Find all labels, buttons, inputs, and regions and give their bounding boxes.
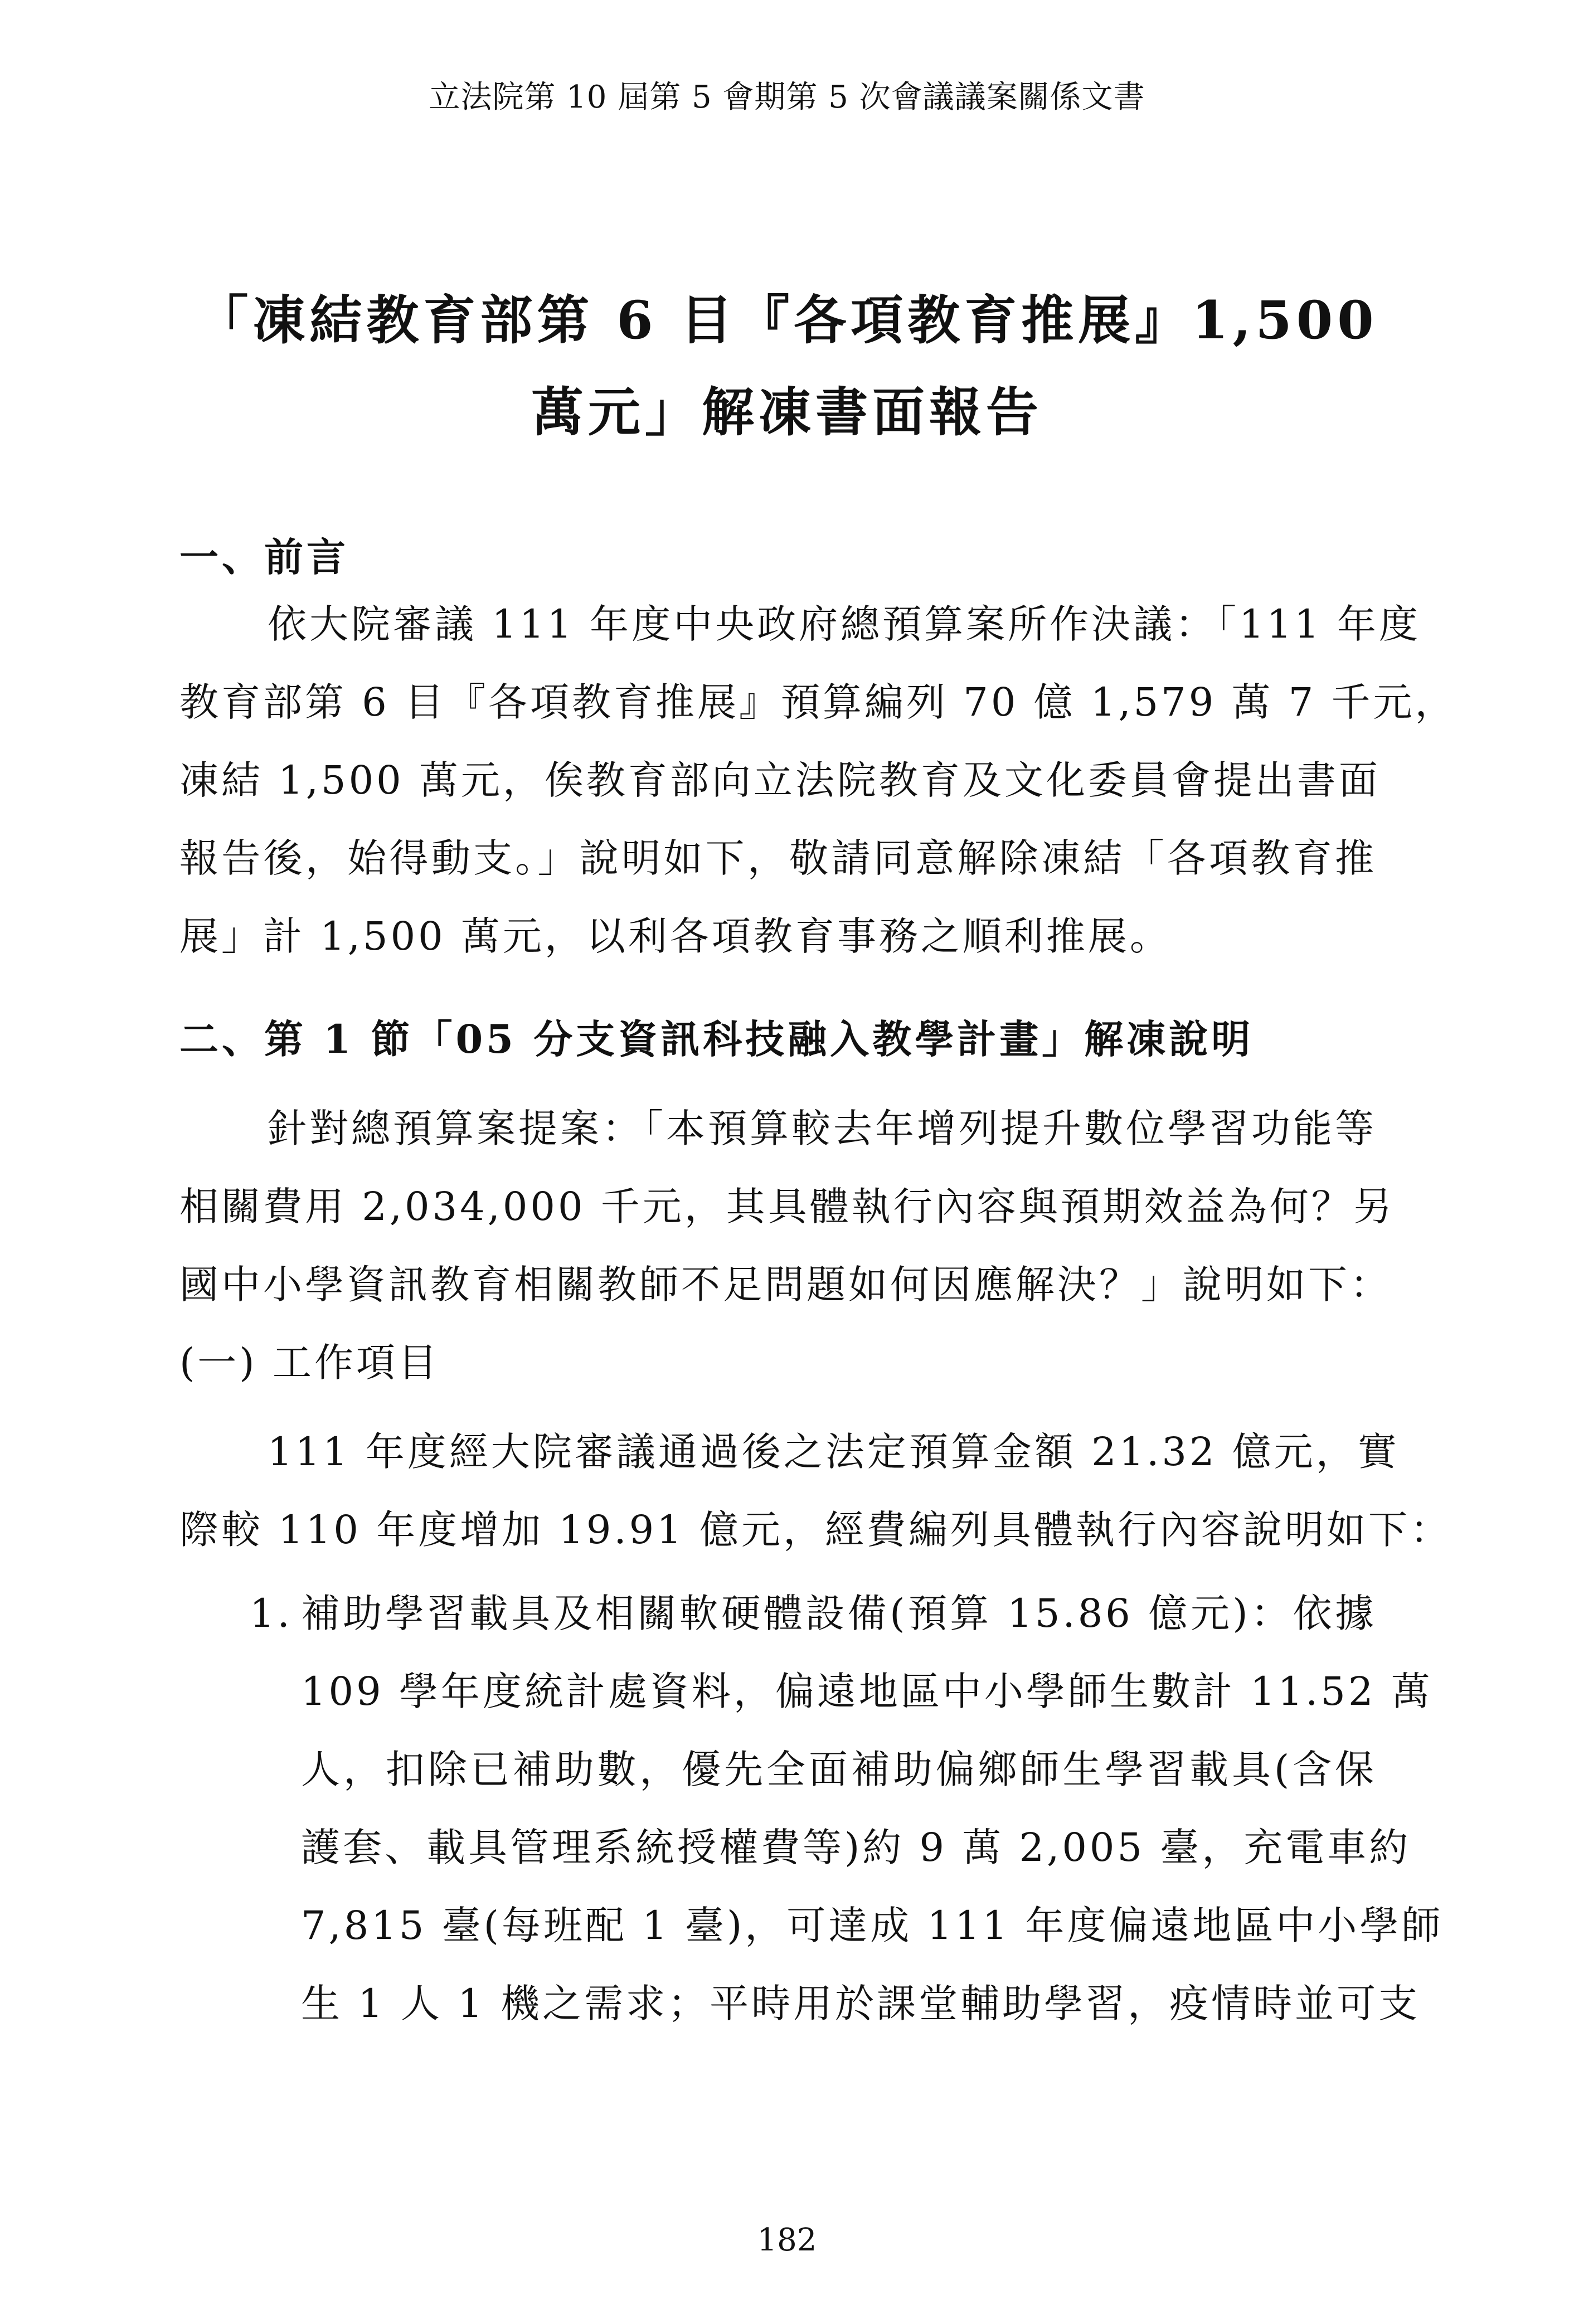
paragraph-line: 相關費用 2,034,000 千元，其具體執行內容與預期效益為何？另 [179, 1184, 1395, 1229]
subsection-heading: (一) 工作項目 [179, 1340, 440, 1385]
paragraph-line: 報告後，始得動支。」說明如下，敬請同意解除凍結「各項教育推 [179, 835, 1377, 881]
paragraph-line: 展」計 1,500 萬元，以利各項教育事務之順利推展。 [179, 913, 1172, 959]
list-item-number: 1. [250, 1591, 293, 1636]
list-item-line: 7,815 臺(每班配 1 臺)，可達成 111 年度偏遠地區中小學師 [301, 1903, 1444, 1948]
section-1-heading: 一、前言 [179, 534, 349, 580]
list-item-line: 生 1 人 1 機之需求；平時用於課堂輔助學習，疫情時並可支 [301, 1981, 1421, 2026]
page-header: 立法院第 10 屆第 5 會期第 5 次會議議案關係文書 [429, 79, 1145, 115]
list-item-line: 109 學年度統計處資料，偏遠地區中小學師生數計 11.52 萬 [301, 1669, 1433, 1714]
paragraph-line: 凍結 1,500 萬元，俟教育部向立法院教育及文化委員會提出書面 [179, 757, 1381, 803]
list-item-line: 補助學習載具及相關軟硬體設備(預算 15.86 億元)：依據 [301, 1591, 1377, 1636]
paragraph-line: 際較 110 年度增加 19.91 億元，經費編列具體執行內容說明如下： [179, 1507, 1452, 1553]
paragraph-line: 針對總預算案提案：「本預算較去年增列提升數位學習功能等 [268, 1106, 1377, 1151]
page-number: 182 [757, 2222, 817, 2258]
paragraph-line: 依大院審議 111 年度中央政府總預算案所作決議：「111 年度 [268, 601, 1421, 647]
list-item-line: 護套、載具管理系統授權費等)約 9 萬 2,005 臺，充電車約 [301, 1825, 1411, 1870]
section-2-heading: 二、第 1 節「05 分支資訊科技融入教學計畫」解凍說明 [179, 1016, 1254, 1062]
list-item-line: 人，扣除已補助數，優先全面補助偏鄉師生學習載具(含保 [301, 1747, 1377, 1792]
paragraph-line: 教育部第 6 目『各項教育推展』預算編列 70 億 1,579 萬 7 千元， [179, 679, 1457, 725]
document-title-line-2: 萬元」解凍書面報告 [531, 382, 1043, 443]
paragraph-line: 111 年度經大院審議通過後之法定預算金額 21.32 億元，實 [268, 1429, 1400, 1475]
paragraph-line: 國中小學資訊教育相關教師不足問題如何因應解決？」說明如下： [179, 1262, 1392, 1307]
document-title-line-1: 「凍結教育部第 6 目『各項教育推展』1,500 [196, 290, 1378, 351]
